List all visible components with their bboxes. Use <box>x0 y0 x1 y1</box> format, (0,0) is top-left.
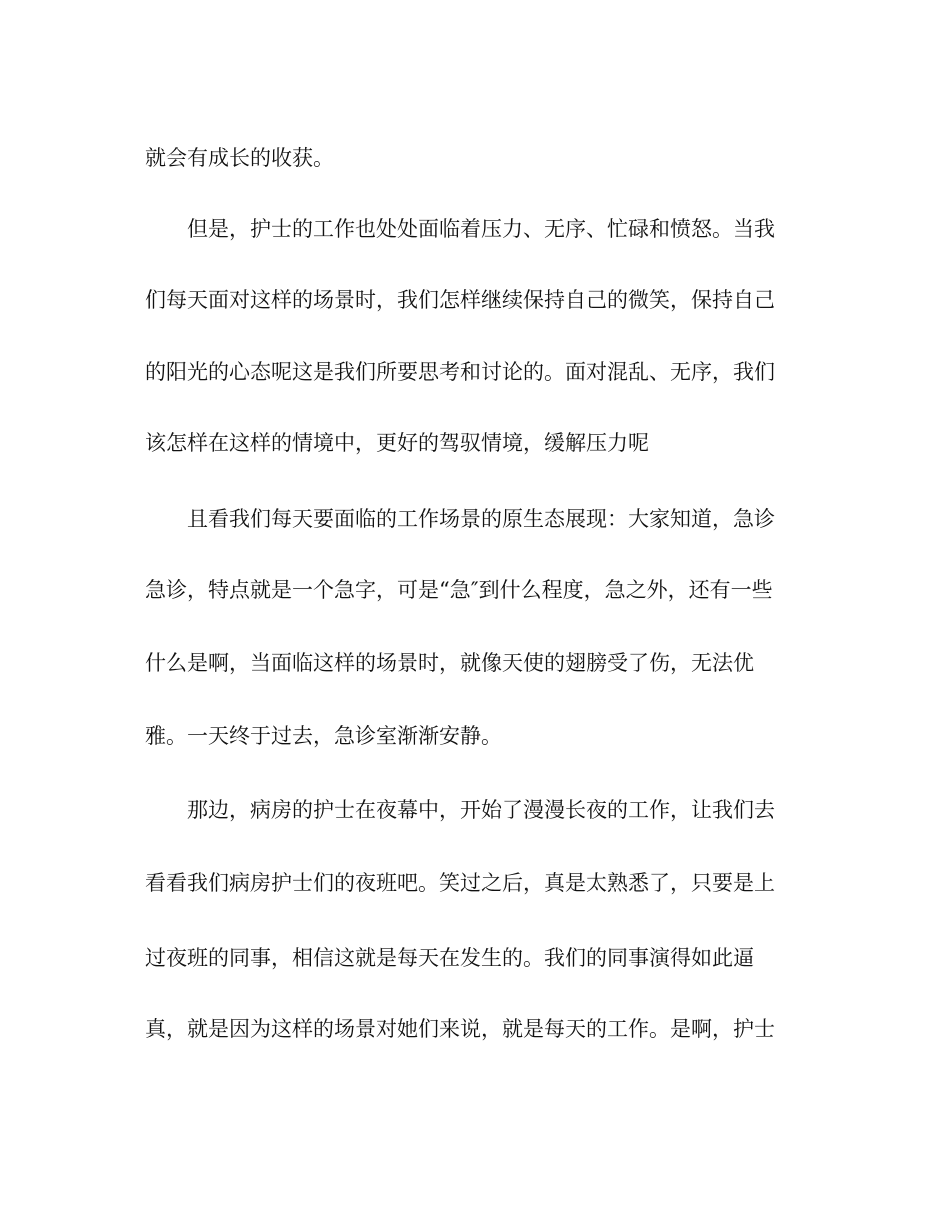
text-line-5: 该怎样在这样的情境中，更好的驾驭情境，缓解压力呢 <box>145 431 649 455</box>
text-line-7: 急诊，特点就是一个急字，可是“急″到什么程度，急之外，还有一些 <box>145 578 773 602</box>
text-line-13: 真，就是因为这样的场景对她们来说，就是每天的工作。是啊，护士 <box>145 1017 775 1041</box>
text-line-2: 但是，护士的工作也处处面临着压力、无序、忙碌和愤怒。当我 <box>187 217 775 241</box>
text-line-11: 看看我们病房护士们的夜班吧。笑过之后，真是太熟悉了，只要是上 <box>145 871 775 895</box>
text-line-1: 就会有成长的收获。 <box>145 146 334 170</box>
text-line-3: 们每天面对这样的场景时，我们怎样继续保持自己的微笑，保持自己 <box>145 288 775 312</box>
text-line-9: 雅。一天终于过去，急诊室渐渐安静。 <box>145 724 502 748</box>
text-line-12: 过夜班的同事，相信这就是每天在发生的。我们的同事演得如此逼 <box>145 946 754 970</box>
text-line-4: 的阳光的心态呢这是我们所要思考和讨论的。面对混乱、无序，我们 <box>145 360 775 384</box>
text-line-10: 那边，病房的护士在夜幕中，开始了漫漫长夜的工作，让我们去 <box>187 798 775 822</box>
text-line-8: 什么是啊，当面临这样的场景时，就像天使的翅膀受了伤，无法优 <box>145 651 754 675</box>
text-line-6: 且看我们每天要面临的工作场景的原生态展现：大家知道，急诊 <box>187 507 775 531</box>
